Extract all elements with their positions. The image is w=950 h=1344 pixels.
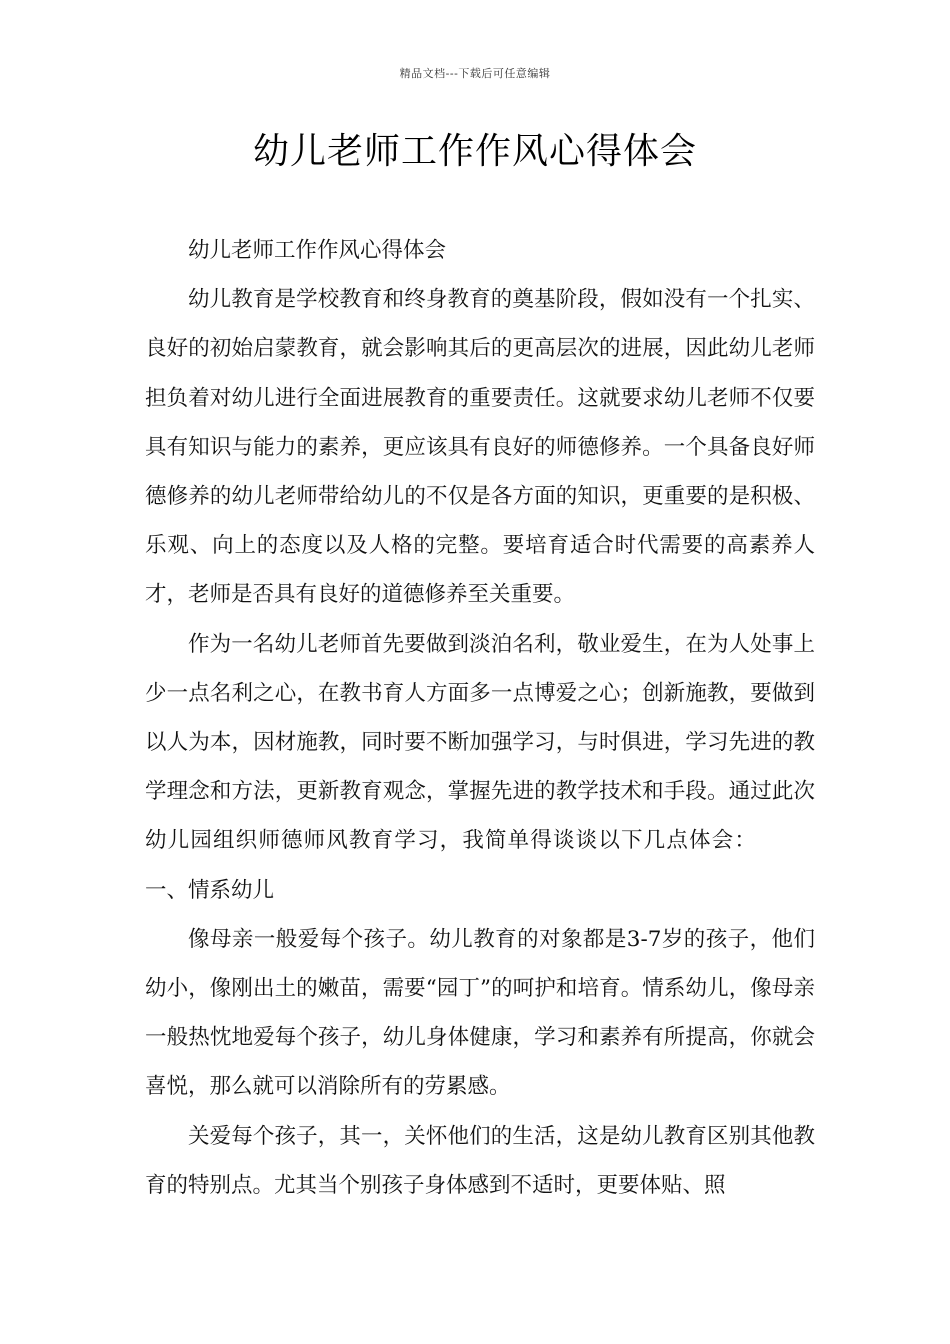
- document-title: 幼儿老师工作作风心得体会: [252, 131, 697, 172]
- paragraph-3: 像母亲一般爱每个孩子。幼儿教育的对象都是3-7岁的孩子，他们幼小，像刚出土的嫩苗，需要“园丁”的呵护和培育。情系幼儿，像母亲一般热忱地爱每个孩子，幼儿身体健康，学习和素养有所提高，你就会喜悦，那么就可以消除所有的劳累感。: [145, 926, 815, 1100]
- paragraph-2: [145, 620, 815, 915]
- section-heading: 一、情系幼儿: [145, 877, 275, 903]
- paragraph-4: 关爱每个孩子，其一，关怀他们的生活，这是幼儿教育区别其他教育的特别点。尤其当个别孩子身体感到不适时，更要体贴、照: [145, 1123, 815, 1198]
- header-note: 精品文档---下载后可任意编辑: [399, 67, 551, 80]
- paragraph-1: 幼儿教育是学校教育和终身教育的奠基阶段，假如没有一个扎实、良好的初始启蒙教育，就会影响其后的更高层次的进展，因此幼儿老师担负着对幼儿进行全面进展教育的重要责任。这就要求幼儿老师不仅要具有知识与能力的素养，更应该具有良好的师德修养。一个具备良好师德修养的幼儿老师带给幼儿的不仅是各方面的知识，更重要的是积极、乐观、向上的态度以及人格的完整。要培育适合时代需要的高素养人才，老师是否具有良好的道德修养至关重要。: [145, 287, 815, 608]
- document-body: [145, 226, 815, 1210]
- paragraph-2-text: 作为一名幼儿老师首先要做到淡泊名利，敬业爱生，在为人处事上少一点名利之心，在教书育人方面多一点博爱之心；创新施教，要做到以人为本，因材施教，同时要不断加强学习，与时俱进，学习先进的教学理念和方法，更新教育观念，掌握先进的教学技术和手段。通过此次幼儿园组织师德师风教育学习，我简单得谈谈以下几点体会：: [145, 631, 815, 854]
- document-subtitle: 幼儿老师工作作风心得体会: [188, 238, 447, 263]
